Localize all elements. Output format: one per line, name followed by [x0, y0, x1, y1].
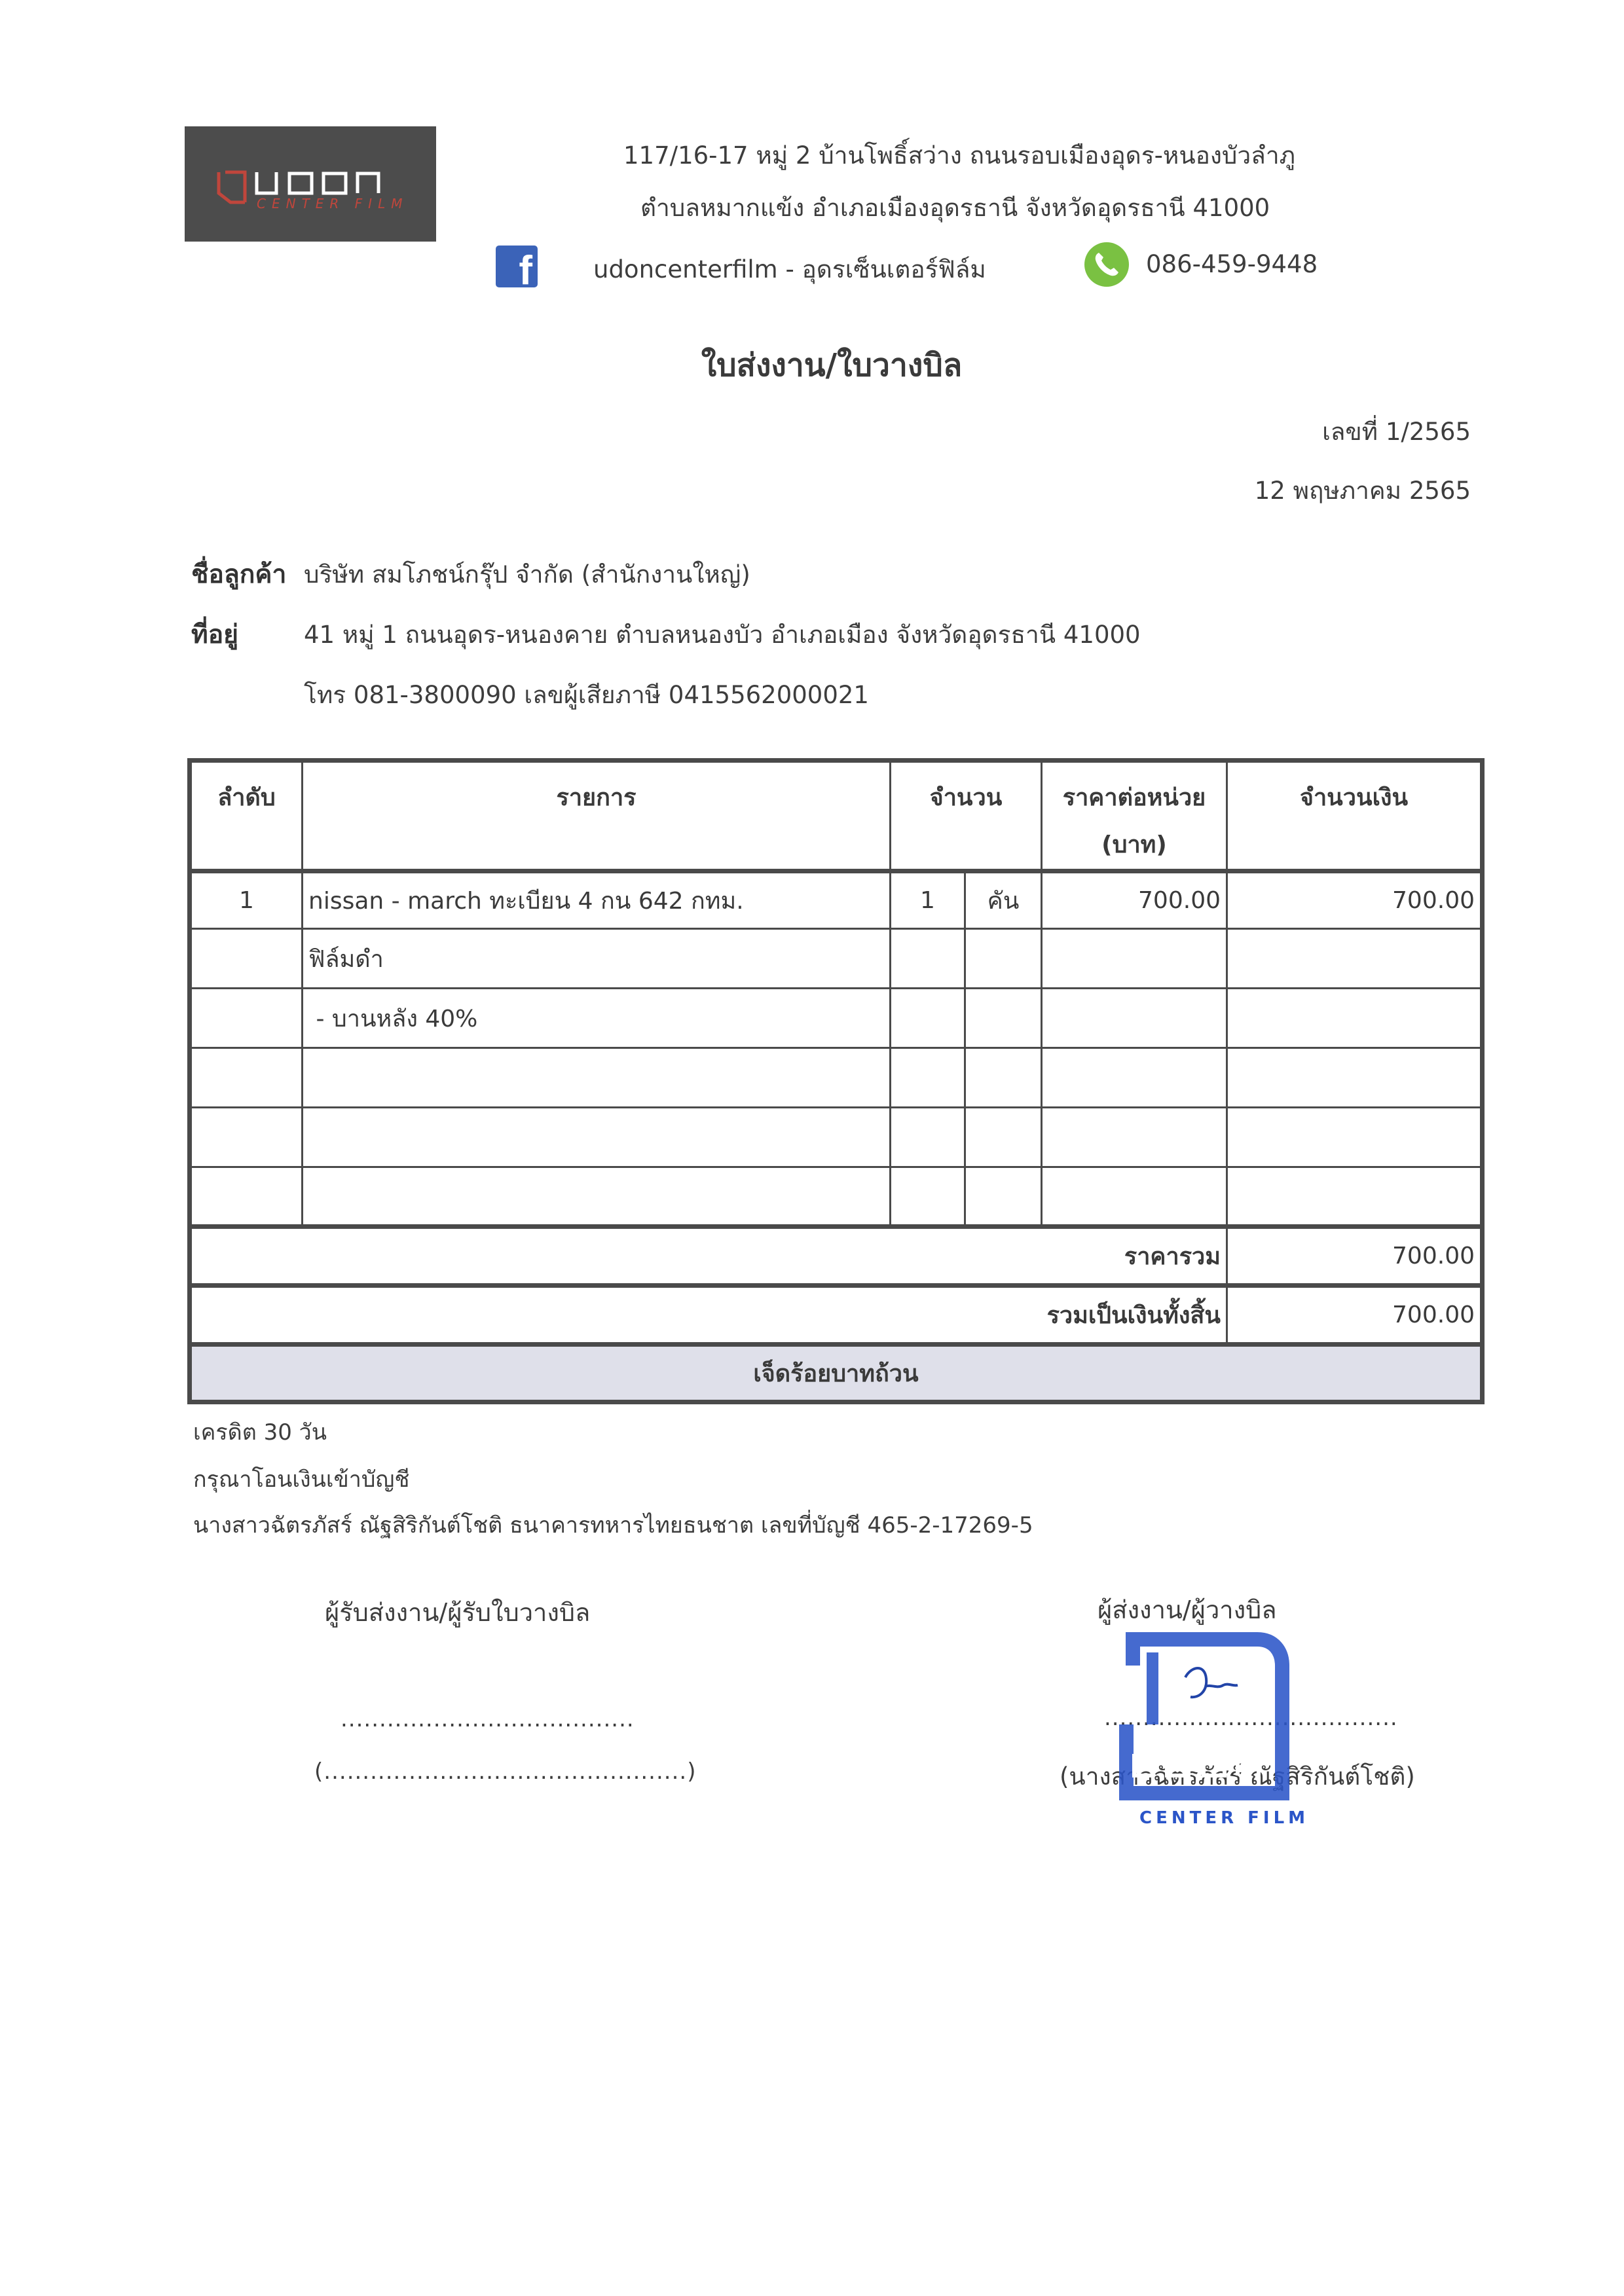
row-no	[190, 1108, 303, 1167]
table-row	[190, 871, 1483, 929]
company-stamp	[1107, 1626, 1323, 1845]
row-no	[190, 1048, 303, 1108]
logo-subtext: CENTER FILM	[257, 196, 409, 211]
row-price	[1042, 1108, 1227, 1167]
amount-in-words: เจ็ดร้อยบาทถ้วน	[190, 1345, 1483, 1402]
row-unit: คัน	[965, 871, 1042, 929]
row-description	[303, 1048, 891, 1108]
row-qty	[891, 1048, 965, 1108]
row-description: ฟิล์มดำ	[303, 929, 891, 989]
payment-instruction: กรุณาโอนเงินเข้าบัญชี	[193, 1467, 410, 1493]
receiver-signature-line: ......................................	[341, 1706, 635, 1732]
credit-terms: เครดิต 30 วัน	[193, 1419, 327, 1446]
row-amount	[1227, 1108, 1483, 1167]
company-address-line1: 117/16-17 หมู่ 2 บ้านโพธิ์สว่าง ถนนรอบเมืองอุดร-หนองบัวลำภู	[623, 141, 1296, 170]
row-description	[303, 1108, 891, 1167]
document-title: ใบส่งงาน/ใบวางบิล	[701, 347, 963, 384]
subtotal-label: ราคารวม	[190, 1227, 1227, 1286]
subtotal-value: 700.00	[1227, 1227, 1483, 1286]
header-unit-price-unit: (บาท)	[1101, 831, 1167, 858]
customer-name: บริษัท สมโภชน์กรุ๊ป จำกัด (สำนักงานใหญ่)	[304, 560, 750, 589]
company-address-line2: ตำบลหมากแข้ง อำเภอเมืองอุดรธานี จังหวัดอุดรธานี 41000	[640, 194, 1270, 222]
total-value: 700.00	[1227, 1286, 1483, 1345]
table-row	[190, 989, 1483, 1048]
table-header-row	[190, 761, 1483, 871]
row-description	[303, 1167, 891, 1227]
items-table	[187, 758, 1485, 1404]
header-quantity: จำนวน	[891, 761, 1042, 871]
row-price	[1042, 929, 1227, 989]
customer-contact: โทร 081-3800090 เลขผู้เสียภาษี 0415562000021	[304, 681, 869, 709]
table-row	[190, 929, 1483, 989]
row-amount	[1227, 989, 1483, 1048]
sender-role: ผู้ส่งงาน/ผู้วางบิล	[1098, 1595, 1277, 1624]
row-qty	[891, 1108, 965, 1167]
row-qty: 1	[891, 871, 965, 929]
customer-name-label: ชื่อลูกค้า	[191, 560, 287, 589]
row-qty	[891, 929, 965, 989]
row-unit	[965, 1167, 1042, 1227]
header-description: รายการ	[303, 761, 891, 871]
header-no: ลำดับ	[190, 761, 303, 871]
row-no	[190, 929, 303, 989]
bank-account: นางสาวฉัตรภัสร์ ณัฐสิริกันต์โชติ ธนาคารทหารไทยธนชาต เลขที่บัญชี 465-2-17269-5	[193, 1512, 1033, 1539]
row-price: 700.00	[1042, 871, 1227, 929]
row-amount	[1227, 1048, 1483, 1108]
company-phone: 086-459-9448	[1146, 250, 1318, 278]
total-label: รวมเป็นเงินทั้งสิ้น	[190, 1286, 1227, 1345]
row-qty	[891, 989, 965, 1048]
amount-in-words-row	[190, 1345, 1483, 1402]
row-unit	[965, 929, 1042, 989]
document-date: 12 พฤษภาคม 2565	[1254, 477, 1471, 505]
row-qty	[891, 1167, 965, 1227]
row-no	[190, 1167, 303, 1227]
row-no	[190, 989, 303, 1048]
company-logo	[185, 126, 436, 242]
header-unit-price-label: ราคาต่อหน่วย	[1062, 784, 1206, 811]
row-price	[1042, 1167, 1227, 1227]
facebook-page: udoncenterfilm - อุดรเซ็นเตอร์ฟิล์ม	[593, 255, 986, 283]
table-row	[190, 1167, 1483, 1227]
row-unit	[965, 1108, 1042, 1167]
table-row	[190, 1048, 1483, 1108]
row-unit	[965, 1048, 1042, 1108]
row-price	[1042, 1048, 1227, 1108]
document-number: เลขที่ 1/2565	[1322, 418, 1471, 446]
total-row	[190, 1286, 1483, 1345]
subtotal-row	[190, 1227, 1483, 1286]
row-amount	[1227, 929, 1483, 989]
receiver-name-line: (...............................................)	[314, 1758, 697, 1785]
sender-signature-line: ......................................	[1104, 1705, 1398, 1731]
row-price	[1042, 989, 1227, 1048]
table-row	[190, 1108, 1483, 1167]
customer-address: 41 หมู่ 1 ถนนอุดร-หนองคาย ตำบลหนองบัว อำเภอเมือง จังหวัดอุดรธานี 41000	[304, 621, 1141, 649]
row-no: 1	[190, 871, 303, 929]
row-description: nissan - march ทะเบียน 4 กน 642 กทม.	[303, 871, 891, 929]
row-amount: 700.00	[1227, 871, 1483, 929]
row-description: - บานหลัง 40%	[303, 989, 891, 1048]
phone-icon	[1084, 242, 1129, 287]
row-amount	[1227, 1167, 1483, 1227]
row-unit	[965, 989, 1042, 1048]
customer-address-label: ที่อยู่	[191, 620, 238, 649]
header-unit-price	[1042, 761, 1227, 871]
header-amount: จำนวนเงิน	[1227, 761, 1483, 871]
stamp-subtext: CENTER FILM	[1139, 1808, 1310, 1828]
facebook-icon: f	[496, 246, 538, 287]
sender-name: (นางสาวฉัตรภัสร์ ณัฐสิริกันต์โชติ)	[1060, 1762, 1415, 1791]
receiver-role: ผู้รับส่งงาน/ผู้รับใบวางบิล	[325, 1598, 591, 1627]
